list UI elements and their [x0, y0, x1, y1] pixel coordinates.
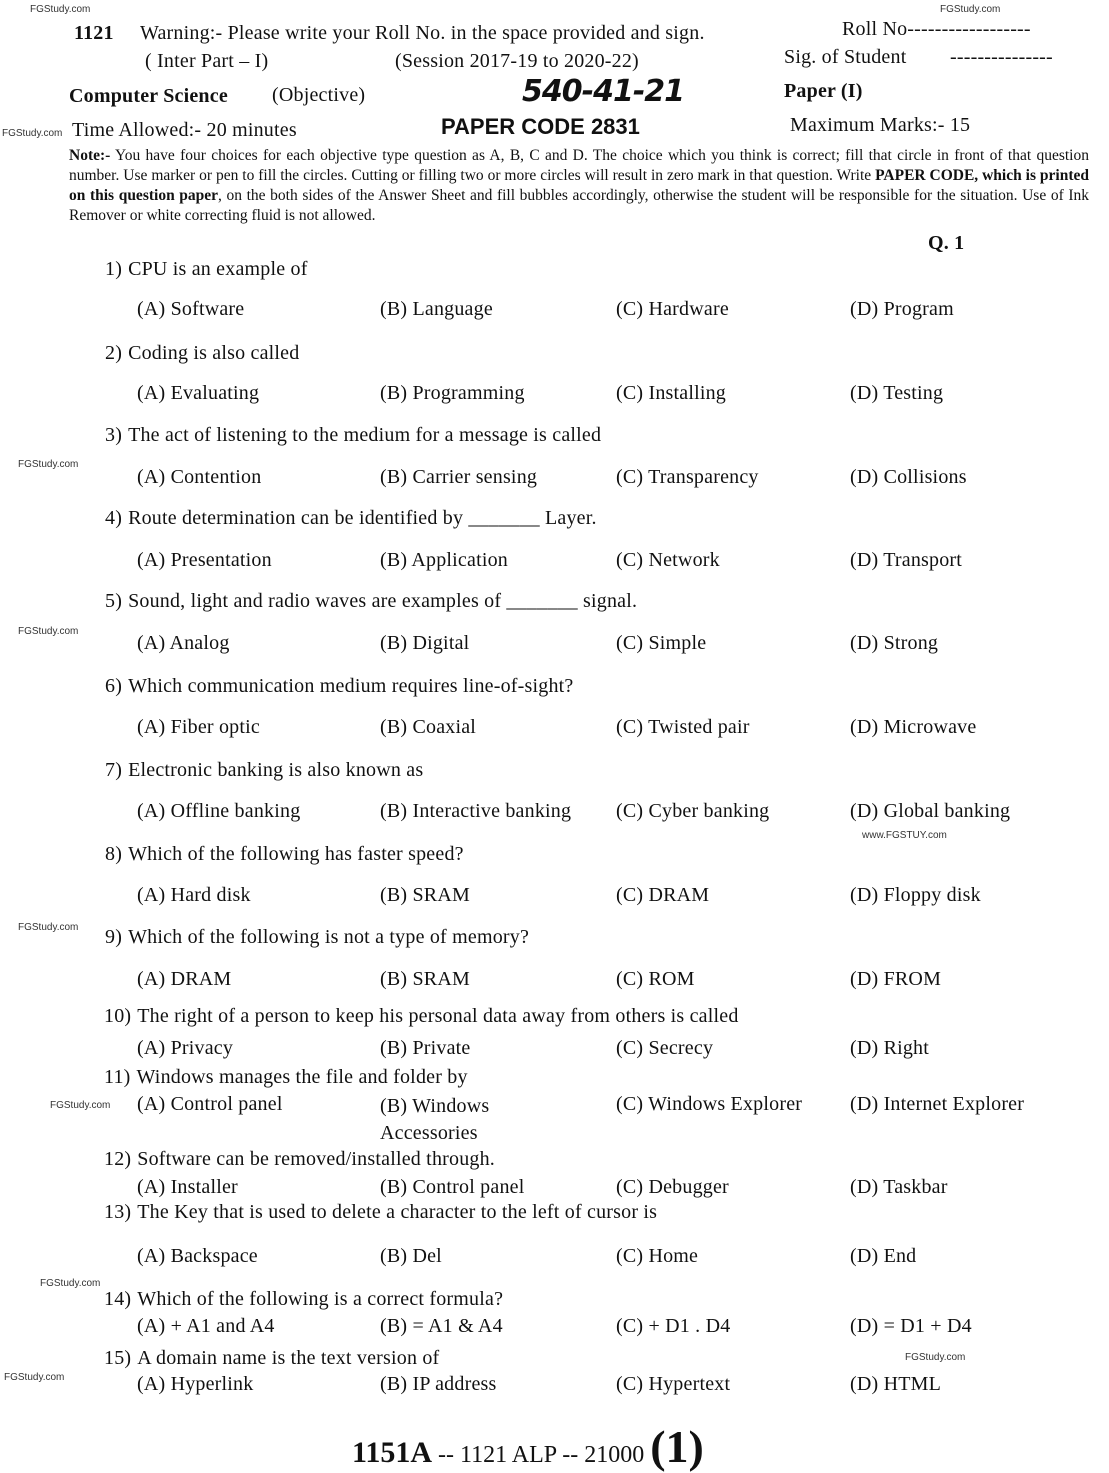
- option-a: (A) Analog: [137, 632, 230, 654]
- question-stem: Windows manages the file and folder by: [136, 1066, 468, 1088]
- option-c: (C) + D1 . D4: [616, 1315, 731, 1337]
- option-d: (D) = D1 + D4: [850, 1315, 972, 1337]
- question-stem: Which communication medium requires line-of-sight?: [128, 675, 574, 697]
- question-number: 11): [104, 1066, 131, 1088]
- question-text: [105, 675, 574, 698]
- question-stem: The act of listening to the medium for a message is called: [128, 424, 602, 446]
- question-text: [105, 759, 423, 782]
- handwritten-number: 540-41-21: [522, 74, 685, 109]
- option-b: (B) = A1 & A4: [380, 1315, 503, 1337]
- option-b: (B) SRAM: [380, 884, 470, 906]
- question-number: 1): [105, 258, 123, 280]
- option-c: (C) Hypertext: [616, 1373, 731, 1395]
- question-stem: CPU is an example of: [128, 258, 308, 280]
- watermark-text: FGStudy.com: [40, 1278, 101, 1289]
- question-stem: Sound, light and radio waves are examples of _______ signal.: [128, 590, 638, 612]
- question-stem: Route determination can be identified by _______ Layer.: [128, 507, 597, 529]
- question-number: 13): [104, 1201, 132, 1223]
- watermark-text: FGStudy.com: [2, 128, 63, 139]
- question-stem: Which of the following is a correct formula?: [137, 1288, 504, 1310]
- question-text: [105, 507, 597, 530]
- question-stem: A domain name is the text version of: [137, 1347, 440, 1369]
- paper-code: PAPER CODE 2831: [441, 114, 640, 139]
- option-b: (B) Private: [380, 1037, 471, 1059]
- question-text: [104, 1201, 657, 1224]
- option-b: (B) IP address: [380, 1373, 497, 1395]
- option-b: (B) Digital: [380, 632, 470, 654]
- option-a: (A) Hyperlink: [137, 1373, 254, 1395]
- question-stem: Electronic banking is also known as: [128, 759, 424, 781]
- option-a: (A) Offline banking: [137, 800, 301, 822]
- time-allowed: Time Allowed:- 20 minutes: [72, 119, 297, 141]
- watermark-text: FGStudy.com: [18, 459, 79, 470]
- option-a: (A) Backspace: [137, 1245, 258, 1267]
- question-number: 9): [105, 926, 123, 948]
- watermark-text: FGStudy.com: [905, 1352, 966, 1363]
- note-text: , on the both sides of the Answer Sheet and fill bubbles accordingly, otherwise the student will be responsible for the situation. Use of Ink Remover or white correcting fluid is not allowed.: [69, 187, 1089, 224]
- question-text: [105, 843, 464, 866]
- option-b: (B) Coaxial: [380, 716, 477, 738]
- option-b: (B) Del: [380, 1245, 442, 1267]
- option-c: (C) Debugger: [616, 1176, 729, 1198]
- question-number: 7): [105, 759, 123, 781]
- footer: [352, 1420, 704, 1473]
- option-d: (D) Floppy disk: [850, 884, 981, 906]
- option-d: (D) Collisions: [850, 466, 967, 488]
- option-b: (B) Interactive banking: [380, 800, 572, 822]
- option-b: (B) Language: [380, 298, 493, 320]
- signature-line: ---------------: [950, 46, 1053, 68]
- question-number: 14): [104, 1288, 132, 1310]
- question-number: 6): [105, 675, 123, 697]
- option-c: (C) DRAM: [616, 884, 710, 906]
- option-a: (A) Privacy: [137, 1037, 234, 1059]
- watermark-text: FGStudy.com: [18, 922, 79, 933]
- option-b: (B) Application: [380, 549, 508, 571]
- maximum-marks: Maximum Marks:- 15: [790, 114, 971, 136]
- option-a: (A) Software: [137, 298, 245, 320]
- question-number: 10): [104, 1005, 132, 1027]
- note-text: You have four choices for each objective type question as A, B, C and D. The choice which you think is correct; fill that circle in front of that question number. Use marker or pen to fill the circles. Cutting or filling two or more circles will result in zero mark in that question. Write: [69, 147, 1089, 184]
- option-b: (B) Windows Accessories: [380, 1095, 490, 1144]
- paper-type: (Objective): [272, 84, 366, 106]
- option-c: (C) Simple: [616, 632, 707, 654]
- option-d: (D) Transport: [850, 549, 963, 571]
- question-stem: Software can be removed/installed through.: [137, 1148, 496, 1170]
- option-d: (D) Microwave: [850, 716, 977, 738]
- footer-code: 1151A: [352, 1436, 433, 1469]
- question-number: 15): [104, 1347, 132, 1369]
- option-c: (C) Transparency: [616, 466, 759, 488]
- option-d: (D) End: [850, 1245, 917, 1267]
- session-label: (Session 2017-19 to 2020-22): [395, 50, 639, 72]
- option-d: (D) Strong: [850, 632, 939, 654]
- question-number: 5): [105, 590, 123, 612]
- option-a: (A) Contention: [137, 466, 262, 488]
- question-text: [104, 1066, 468, 1089]
- question-stem: Coding is also called: [128, 342, 300, 364]
- part-label: ( Inter Part – I): [145, 50, 269, 72]
- option-a: (A) DRAM: [137, 968, 232, 990]
- question-text: [105, 926, 529, 949]
- question-text: [105, 424, 601, 447]
- option-d: (D) Global banking: [850, 800, 1011, 822]
- question-text: [105, 342, 299, 365]
- question-number: 3): [105, 424, 123, 446]
- question-stem: Which of the following has faster speed?: [128, 843, 464, 865]
- page-number: (1): [650, 1421, 704, 1472]
- option-d: (D) FROM: [850, 968, 942, 990]
- option-a: (A) Evaluating: [137, 382, 260, 404]
- paper-number: 1121: [74, 22, 114, 44]
- option-c: (C) Cyber banking: [616, 800, 770, 822]
- question-stem: Which of the following is not a type of memory?: [128, 926, 530, 948]
- option-d: (D) Taskbar: [850, 1176, 948, 1198]
- question-number: 2): [105, 342, 123, 364]
- option-a: (A) + A1 and A4: [137, 1315, 275, 1337]
- option-d: (D) Right: [850, 1037, 930, 1059]
- subject-title: Computer Science: [69, 85, 228, 107]
- option-b: (B) Control panel: [380, 1176, 525, 1198]
- question-stem: The right of a person to keep his personal data away from others is called: [137, 1005, 739, 1027]
- option-d: (D) Internet Explorer: [850, 1093, 1025, 1115]
- roll-no-field: Roll No------------------: [842, 18, 1031, 40]
- question-text: [104, 1148, 495, 1171]
- option-c: (C) Windows Explorer: [616, 1093, 803, 1115]
- question-label: Q. 1: [928, 232, 965, 254]
- question-text: [104, 1347, 439, 1370]
- option-a: (A) Control panel: [137, 1093, 283, 1115]
- signature-label: Sig. of Student: [784, 46, 907, 68]
- watermark-text: FGStudy.com: [30, 4, 91, 15]
- question-text: [105, 590, 637, 613]
- question-text: [104, 1005, 739, 1028]
- option-c: (C) Secrecy: [616, 1037, 714, 1059]
- option-a: (A) Presentation: [137, 549, 272, 571]
- question-stem: The Key that is used to delete a character to the left of cursor is: [137, 1201, 658, 1223]
- watermark-text: FGStudy.com: [18, 626, 79, 637]
- note-bold: PAPER CODE, which is printed on this question paper: [69, 167, 1090, 204]
- option-c: (C) Home: [616, 1245, 699, 1267]
- instructions-note: [69, 146, 1089, 226]
- watermark-text: FGStudy.com: [50, 1100, 111, 1111]
- option-d: (D) HTML: [850, 1373, 942, 1395]
- question-number: 8): [105, 843, 123, 865]
- question-number: 12): [104, 1148, 132, 1170]
- option-c: (C) ROM: [616, 968, 695, 990]
- option-b: (B) SRAM: [380, 968, 470, 990]
- watermark-text: www.FGSTUY.com: [862, 830, 947, 841]
- option-c: (C) Hardware: [616, 298, 729, 320]
- footer-text: -- 1121 ALP -- 21000: [438, 1442, 645, 1468]
- option-a: (A) Installer: [137, 1176, 238, 1198]
- paper-label: Paper (I): [784, 80, 863, 102]
- question-number: 4): [105, 507, 123, 529]
- option-d: (D) Program: [850, 298, 954, 320]
- option-c: (C) Twisted pair: [616, 716, 750, 738]
- option-a: (A) Fiber optic: [137, 716, 260, 738]
- question-text: [104, 1288, 503, 1311]
- note-lead: Note:-: [69, 147, 111, 164]
- option-c: (C) Network: [616, 549, 720, 571]
- warning-text: Warning:- Please write your Roll No. in the space provided and sign.: [140, 22, 705, 44]
- option-b: (B) Carrier sensing: [380, 466, 538, 488]
- watermark-text: FGStudy.com: [4, 1372, 65, 1383]
- question-text: [105, 258, 308, 281]
- watermark-text: FGStudy.com: [940, 4, 1001, 15]
- option-a: (A) Hard disk: [137, 884, 251, 906]
- option-d: (D) Testing: [850, 382, 944, 404]
- option-b: (B) Programming: [380, 382, 525, 404]
- option-c: (C) Installing: [616, 382, 727, 404]
